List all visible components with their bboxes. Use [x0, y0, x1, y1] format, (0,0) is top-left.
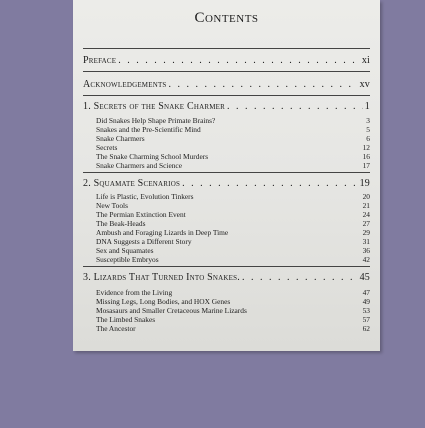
leader-dots: [182, 178, 358, 189]
book-page: [73, 0, 380, 351]
section-label: Snakes and the Pre-Scientific Mind: [96, 125, 201, 134]
section-label: Snake Charmers: [96, 134, 145, 143]
section-label: Sex and Squamates: [96, 246, 154, 255]
page-title: Contents: [194, 10, 259, 26]
toc-section: [96, 201, 370, 210]
section-label: Susceptible Embryos: [96, 255, 159, 264]
chapter-1: [83, 101, 370, 112]
section-label: The Beak-Heads: [96, 219, 146, 228]
section-page: 3: [366, 116, 370, 125]
divider: [83, 95, 370, 96]
section-page: 6: [366, 134, 370, 143]
toc-section: [96, 192, 370, 201]
section-page: 29: [362, 228, 370, 237]
section-page: 17: [362, 161, 370, 170]
leader-dots: [118, 55, 360, 66]
section-page: 49: [362, 297, 370, 306]
section-label: Secrets: [96, 143, 118, 152]
section-label: Evidence from the Living: [96, 288, 173, 297]
section-label: New Tools: [96, 201, 128, 210]
toc-section: [96, 315, 370, 324]
chapter-page: 19: [359, 178, 370, 189]
section-page: 5: [366, 125, 370, 134]
section-page: 47: [362, 288, 370, 297]
chapter-3: [83, 272, 370, 283]
chapter-page: 1: [364, 101, 370, 112]
section-label: Did Snakes Help Shape Primate Brains?: [96, 116, 216, 125]
section-page: 42: [362, 255, 370, 264]
toc-section: [96, 152, 370, 161]
divider: [83, 266, 370, 267]
entry-label: Preface: [83, 55, 117, 66]
toc-section: [96, 246, 370, 255]
toc-section: [96, 255, 370, 264]
toc-section: [96, 288, 370, 297]
toc-section: [96, 161, 370, 170]
toc-section: [96, 134, 370, 143]
toc-section: [96, 116, 370, 125]
toc-section: [96, 297, 370, 306]
toc-entry-acknowledgements: [83, 79, 370, 90]
chapter-2: [83, 178, 370, 189]
section-page: 16: [362, 152, 370, 161]
section-label: Mosasaurs and Smaller Cretaceous Marine Lizards: [96, 306, 247, 315]
divider: [83, 48, 370, 49]
entry-page: xv: [359, 79, 370, 90]
entry-label: Acknowledgements: [83, 79, 167, 90]
toc-section: [96, 143, 370, 152]
toc-section: [96, 228, 370, 237]
section-page: 62: [362, 324, 370, 333]
section-label: The Permian Extinction Event: [96, 210, 186, 219]
section-page: 21: [362, 201, 370, 210]
chapter-page: 45: [359, 272, 370, 283]
section-page: 12: [362, 143, 370, 152]
section-label: Snake Charmers and Science: [96, 161, 182, 170]
section-label: DNA Suggests a Different Story: [96, 237, 192, 246]
section-page: 27: [362, 219, 370, 228]
toc-section: [96, 125, 370, 134]
toc-entry-preface: [83, 55, 370, 66]
section-label: The Ancestor: [96, 324, 136, 333]
section-label: The Snake Charming School Murders: [96, 152, 209, 161]
divider: [83, 71, 370, 72]
section-page: 53: [362, 306, 370, 315]
divider: [83, 172, 370, 173]
section-page: 57: [362, 315, 370, 324]
section-page: 20: [362, 192, 370, 201]
chapter-title: 1. Secrets of the Snake Charmer: [83, 101, 225, 112]
section-page: 24: [362, 210, 370, 219]
section-label: Missing Legs, Long Bodies, and HOX Genes: [96, 297, 231, 306]
toc-section: [96, 324, 370, 333]
section-page: 36: [362, 246, 370, 255]
toc-section: [96, 210, 370, 219]
section-label: Ambush and Foraging Lizards in Deep Time: [96, 228, 229, 237]
chapter-title: 2. Squamate Scenarios: [83, 178, 181, 189]
leader-dots: [169, 79, 358, 90]
section-label: The Limbed Snakes: [96, 315, 156, 324]
section-label: Life is Plastic, Evolution Tinkers: [96, 192, 194, 201]
toc-section: [96, 237, 370, 246]
leader-dots: [242, 272, 358, 283]
section-page: 31: [362, 237, 370, 246]
chapter-title: 3. Lizards That Turned Into Snakes.: [83, 272, 240, 283]
toc-section: [96, 306, 370, 315]
entry-page: xi: [361, 55, 370, 66]
toc-section: [96, 219, 370, 228]
leader-dots: [227, 101, 363, 112]
